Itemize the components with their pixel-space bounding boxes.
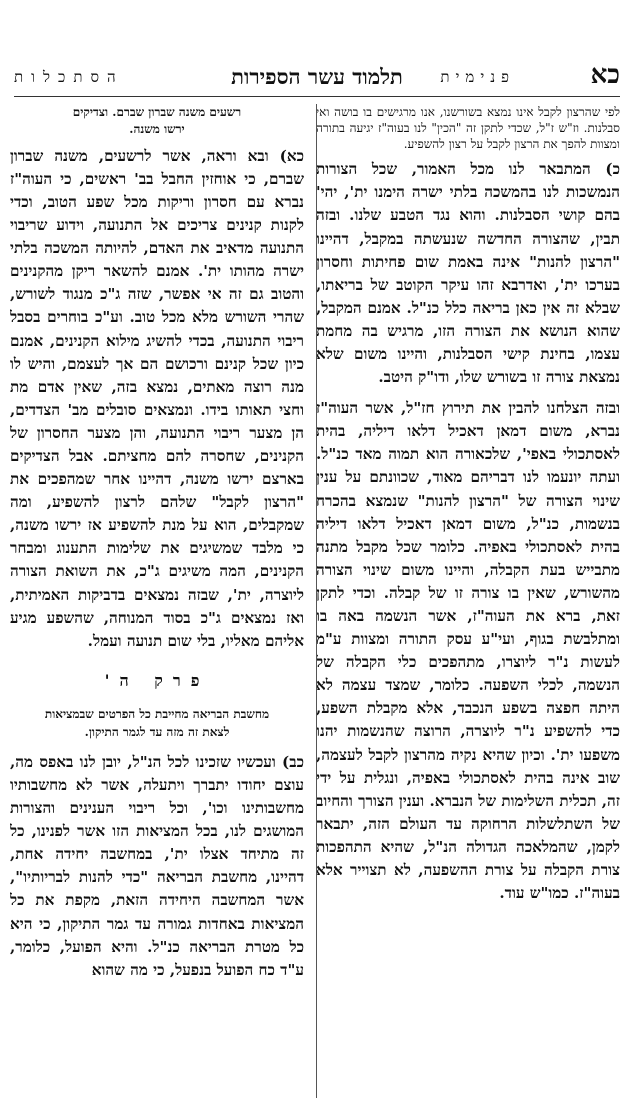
note-title-line: רשעים משנה שברון שברם. וצדיקים [72,105,242,119]
chapter-subtitle-line: מחשבת הבריאה מחייבת כל הפרטים שבמציאות [44,706,270,721]
note-title-line: ירשו משנה. [129,122,185,137]
page-header [14,60,620,92]
section-note-title [10,104,304,139]
chapter-subtitle [10,705,304,741]
paragraph-20: כ) המתבאר לנו מכל האמור, שכל הצורות הנמשכות לנו בהמשכה בלתי ישרה הימנו ית', יהי' בהם קושי הסבלנות. והוא נגד הטבע שלנו. ובזה תבין, שהצורה החדשה שנעשתה במקבל, דהיינו "הרצון להנות" אינה באמת שום פחיתות וחסרון בערכו ית', ואדרבא זהו עיקר הקוטב של בריאתו, שבלא זה אין כאן בריאה כלל כנ"ל. אמנם המקבל, שהוא הנושא את הצורה הזו, מרגיש בה מחמת עצמו, בחינת קישי הסבלנות, והיינו משום שלא נמצאת צורה זו בשורש שלו, ודו"ק היטב. [316,160,620,387]
paragraph-22: כב) ועכשיו שזכינו לכל הנ"ל, יובן לנו באפס מה, עוצם יחודו יתברך ויתעלה, אשר לא מחשבותיו מחשבותינו וכו', וכל ריבוי הענינים והצורות המושגים לנו, בכל המציאות הזו אשר לפנינו, כל זה מתיחד אצלו ית', במחשבה יחידה אחת, דהיינו, מחשבת הבריאה "כדי להנות לבריותיו", אשר המחשבה היחידה הזאת, מקפת את כל המציאות באחדות גמורה עד גמר התיקון, כי היא כל מטרת הבריאה כנ"ל. והיא הפועל, כלומר, ע"ד כח הפועל בנפעל, כי מה שהוא [10,752,304,979]
paragraph-21: כא) ובא וראה, אשר לרשעים, משנה שברון שברם, כי אוחזין החבל בב' ראשים, כי העוה"ז נברא עם חסרון וריקות מכל שפע הטוב, וכדי לקנות קנינים צריכים אל התנועה, וידוע שריבוי התנועה מדאיב את האדם, להיותה המשכה בלתי ישרה מהותו ית'. אמנם להשאר ריקן מהקנינים והטוב גם זה אי אפשר, שזה ג"כ מנגוד לשורש, שהרי השורש מלא מכל טוב. וע"כ בוחרים בסבל ריבוי התנועה, בכדי להשיג מילוא הקנינים, אמנם כיון שכל קנינם ורכושם הם אך לעצמם, והיש לו מנה רוצה מאתים, נמצא בזה, שאין אדם מת וחצי תאותו בידו. ונמצאים סובלים מב' הצדדים, הן מצער ריבוי התנועה, והן מצער החסרון של הקנינים, שחסרה להם מחציתם. אבל הצדיקים בארצם ירשו משנה, דהיינו אחר שמהפכים את "הרצון לקבל" שלהם לרצון להשפיע, ומה שמקבלים, הוא על מנת להשפיע אז ירשו משנה, כי מלבד שמשיגים את שלימות התענוג ומבחר הקנינים, המה משיגים ג"כ, את השואת הצורה ליוצרה, ית', שבזה נמצאים בדביקות האמיתית, ואז נמצאים ג"כ בסוד המנוחה, שהשפע מגיע אליהם מאליו, בלי שום תנועה ועמל. [10,146,304,650]
header-rule [14,96,620,97]
chapter-heading: פרק ה' [104,670,210,690]
book-title: תלמוד עשר הספירות [231,64,403,89]
part-label: הסתכלות [14,68,124,86]
right-column [316,104,620,1104]
footnote-continuation: לפי שהרצון לקבל אינו נמצא בשורשנו, אנו מרגישים בו בושה ואי סבלנות. וז"ש ז"ל, שכדי לתקן זה "הכין" לנו בעוה"ז יגיעה בתורה ומצוות להפך את הרצון לקבל על רצון להשפיע. [316,105,620,152]
column-divider [316,104,317,1098]
paragraph-20-continued: ובזה הצלחנו להבין את תירוץ חז"ל, אשר העוה"ז נברא, משום דמאן דאכיל דלאו דיליה, בהית לאסתכולי באפי', שלכאורה הוא תמוה מאד כנ"ל. ועתה יונעמו לנו דבריהם מאוד, שכוונתם על ענין שינוי הצורה של "הרצון להנות" שנמצא בהכרח בנשמות, כנ"ל, משום דמאן דאכיל דלאו דיליה בהית לאסתכולי באפיה. כלומר שכל מקבל מתנה מתבייש בעת הקבלה, והיינו משום שינוי הצורה מהשורש, שאין בו צורה זו של קבלה. וכדי לתקן זאת, ברא את העוה"ז, אשר הנשמה באה בו ומתלבשת בגוף, ועי"ע עסק התורה ומצוות ע"מ לעשות נ"ר ליוצרו, מתהפכים כלי הקבלה של הנשמה, לכלי השפעה. כלומר, שמצד עצמה לא היתה חפצה בשפע הנכבד, אלא מקבלת השפע, כדי להשפיע נ"ר ליוצרה, הרוצה שהנשמות יהנו משפעו ית'. וכיון שהיא נקיה מהרצון לקבל לעצמה, שוב אינה בהית לאסתכולי באפיה, ונגלית על ידי זה, תכלית השלימות של הנברא. וענין הצורך והחיוב של השתלשלות הרחוקה עד העולם הזה, יתבאר לקמן, שהמלאכה הגדולה הנ"ל, שהיא התהפכות צורת הקבלה על צורת ההשפעה, לא תצוייר אלא בעוה"ז. כמו"ש עוד. [316,399,620,903]
section-label: פנימית [440,68,515,86]
chapter-subtitle-line: לצאת זה מזה עד לגמר התיקון. [84,724,230,739]
page-number: כא [590,60,620,90]
left-column [10,104,304,1104]
